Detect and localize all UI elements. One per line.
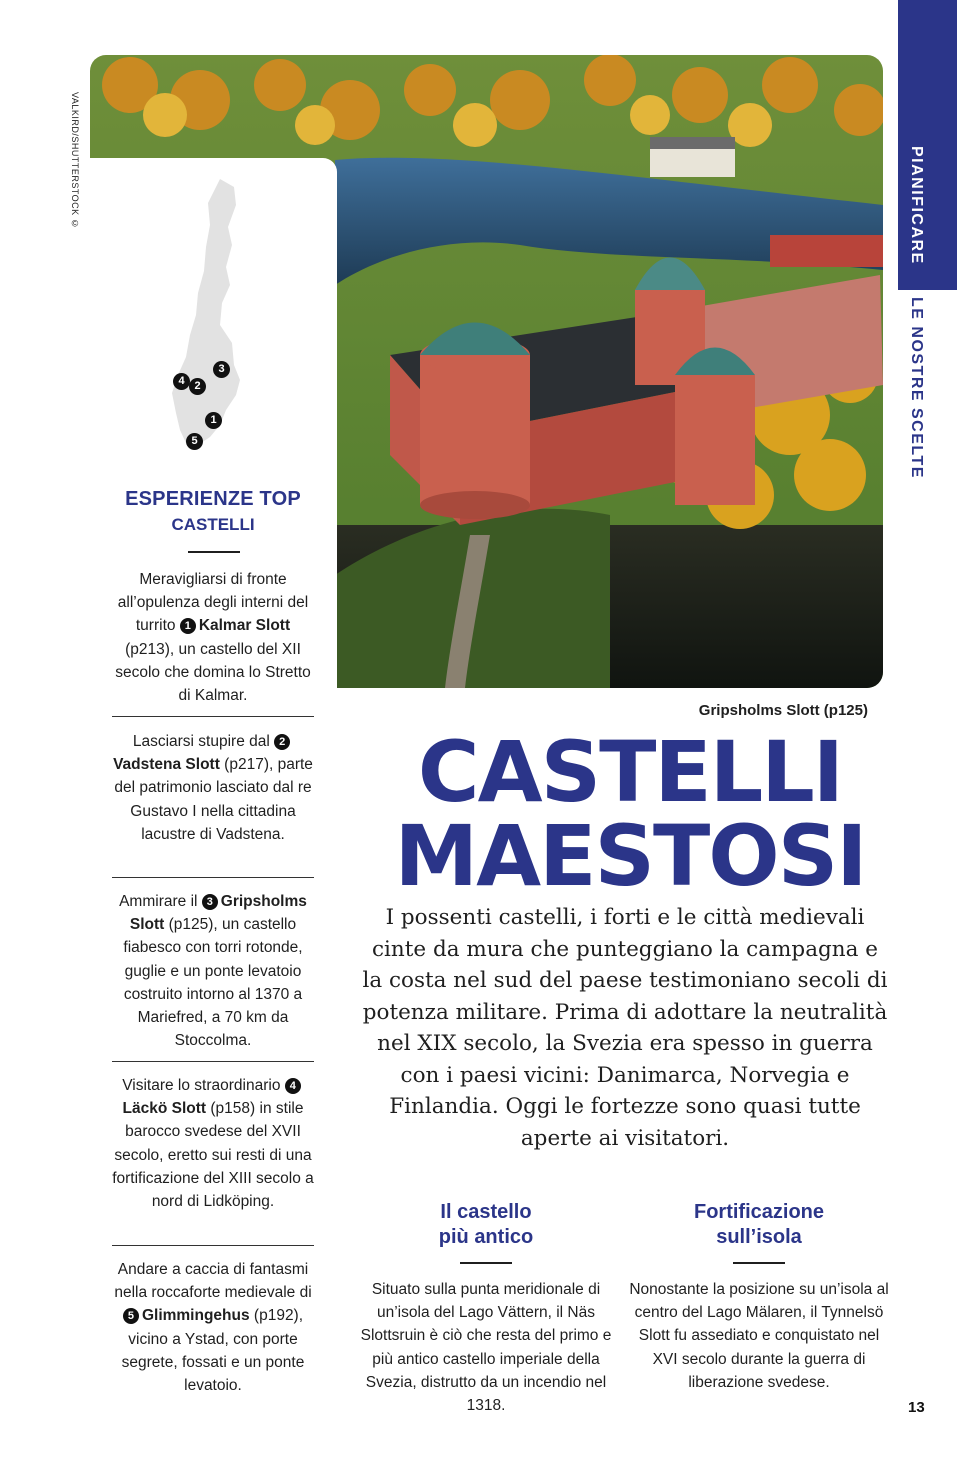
divider bbox=[112, 716, 314, 717]
tab-pianificare: PIANIFICARE bbox=[908, 146, 925, 265]
map-marker-5: 5 bbox=[186, 433, 203, 450]
feature-heading: Il castello più antico bbox=[438, 1201, 534, 1248]
map-marker-2: 2 bbox=[189, 378, 206, 395]
divider bbox=[188, 551, 240, 553]
list-item: Ammirare il 3 Gripsholms Slott (p125), un castello fiabesco con torri rotonde, guglie e un ponte levatoio costruito intorno al 1370 a Mariefred, a 70 km da Stoccolma. bbox=[119, 893, 307, 1050]
list-item: Andare a caccia di fantasmi nella roccaforte medievale di 5 Glimmingehus (p192), vicino a Ystad, con porte segrete, fossati e un ponte levatoio. bbox=[114, 1261, 312, 1395]
map-marker-3: 3 bbox=[213, 361, 230, 378]
page-number: 13 bbox=[908, 1399, 925, 1416]
feature-text: Situato sulla punta meridionale di un’isola del Lago Vättern, il Näs Slottsruin è ciò che resta del primo e più antico castello imperiale della Svezia, distrutto da un incendio nel 1318. bbox=[360, 1281, 612, 1415]
castle-name: Läckö Slott bbox=[122, 1100, 207, 1118]
castle-name: Gripsholms Slott bbox=[129, 893, 307, 934]
number-badge: 2 bbox=[274, 734, 290, 750]
divider bbox=[112, 1061, 314, 1062]
list-item: Meravigliarsi di fronte all’opulenza degli interni del turrito 1 Kalmar Slott (p213), un castello del XII secolo che domina lo Stretto di Kalmar. bbox=[115, 571, 311, 705]
feature-heading: Fortificazione sull’isola bbox=[693, 1201, 824, 1248]
photo-caption: Gripsholms Slott (p125) bbox=[698, 702, 868, 719]
number-badge: 4 bbox=[285, 1078, 301, 1094]
divider bbox=[112, 1245, 314, 1246]
tab-le-nostre-scelte: LE NOSTRE SCELTE bbox=[908, 297, 925, 479]
page-title: CASTELLI MAESTOSI bbox=[394, 723, 866, 905]
map-marker-1: 1 bbox=[205, 412, 222, 429]
castle-name: Vadstena Slott bbox=[113, 756, 220, 774]
sweden-map bbox=[150, 175, 245, 465]
feature-text: Nonostante la posizione su un’isola al centro del Lago Mälaren, il Tynnelsö Slott fu assediato e conquistato nel XVI secolo durante la guerra di liberazione svedese. bbox=[629, 1281, 889, 1391]
sidebar-heading bbox=[112, 488, 314, 535]
list-item: Visitare lo straordinario 4Läckö Slott (p158) in stile barocco svedese del XVII secolo, eretto sui resti di una fortificazione del XIII secolo a nord di Lidköping. bbox=[112, 1077, 314, 1211]
photo-credit: VALKIRD/SHUTTERSTOCK © bbox=[70, 92, 80, 230]
sidebar-subtitle: CASTELLI bbox=[171, 515, 255, 534]
number-badge: 1 bbox=[180, 618, 196, 634]
divider bbox=[112, 877, 314, 878]
castle-name: Kalmar Slott bbox=[198, 617, 291, 635]
number-badge: 5 bbox=[123, 1308, 139, 1324]
list-item: Lasciarsi stupire dal 2Vadstena Slott (p217), parte del patrimonio lasciato dal re Gustavo I nella cittadina lacustre di Vadstena. bbox=[113, 733, 313, 843]
intro-paragraph: I possenti castelli, i forti e le città medievali cinte da mura che punteggiano la campagna e la costa nel sud del paese testimoniano secoli di potenza militare. Prima di adottare la neutralità nel XIX secolo, la Svezia era spesso in guerra con i paesi vicini: Danimarca, Norvegia e Finlandia. Oggi le fortezze sono quasi tutte aperte ai visitatori. bbox=[362, 905, 888, 1151]
castle-name: Glimmingehus bbox=[141, 1307, 250, 1325]
divider bbox=[460, 1262, 512, 1264]
map-marker-4: 4 bbox=[173, 373, 190, 390]
divider bbox=[733, 1262, 785, 1264]
sidebar-title: ESPERIENZE TOP bbox=[125, 488, 301, 510]
number-badge: 3 bbox=[202, 894, 218, 910]
